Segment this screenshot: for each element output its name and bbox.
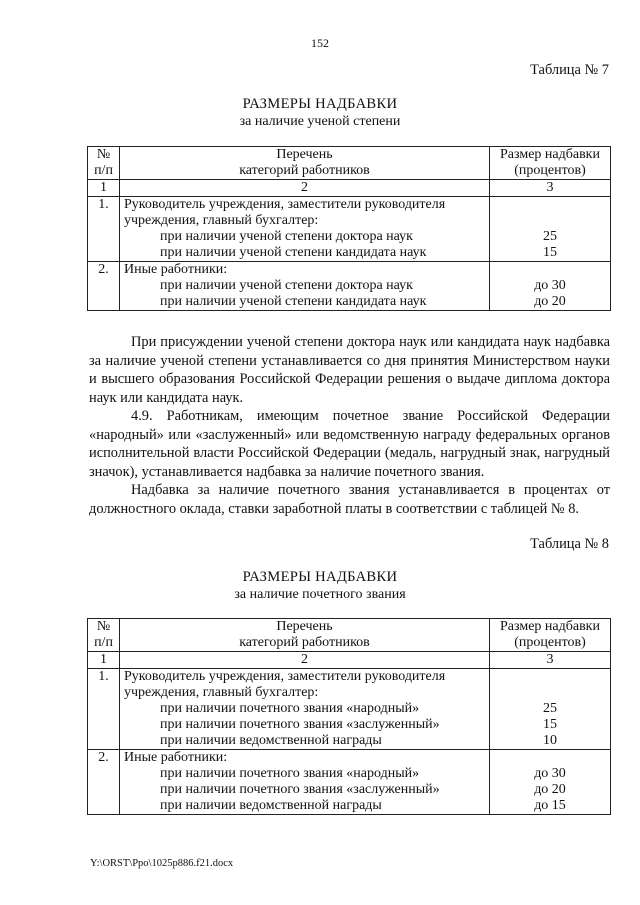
page-number: 152	[311, 36, 329, 50]
table-7-subtitle: за наличие ученой степени	[239, 114, 401, 129]
header-categories: Перечень категорий работников	[120, 147, 490, 180]
column-number: 2	[120, 652, 490, 669]
column-numbering-row	[88, 652, 611, 669]
column-number: 2	[120, 180, 490, 197]
row-number: 1.	[88, 669, 120, 750]
column-number: 3	[490, 652, 611, 669]
column-numbering-row	[88, 180, 611, 197]
paragraph: При присуждении ученой степени доктора наук или кандидата наук надбавка за наличие ученой степени устанавливается со дня принятия Министерством науки и высшего образования Российской Федерации решения о выдаче диплома доктора наук или кандидата наук.	[89, 334, 610, 406]
header-size: Размер надбавки (процентов)	[490, 147, 611, 180]
table-row	[88, 669, 611, 750]
column-number: 1	[88, 652, 120, 669]
header-number: № п/п	[88, 619, 120, 652]
table-7	[87, 146, 611, 311]
header-size: Размер надбавки (процентов)	[490, 619, 611, 652]
paragraph: Надбавка за наличие почетного звания устанавливается в процентах от должностного оклада, ставки заработной платы в соответствии с таблицей № 8.	[89, 482, 610, 517]
table-8	[87, 618, 611, 815]
row-categories: Иные работники: при наличии почетного звания «народный» при наличии почетного звания «заслуженный» при наличии ведомственной награды	[120, 750, 490, 815]
row-number: 1.	[88, 197, 120, 262]
paragraph: 4.9. Работникам, имеющим почетное звание Российской Федерации «народный» или «заслуженный» или ведомственную награду федеральных органов исполнительной власти Российской Федерации (медаль, нагрудный знак, нагрудный значок), устанавливается надбавка за наличие почетного звания.	[89, 408, 610, 480]
header-number: № п/п	[88, 147, 120, 180]
table-8-subtitle: за наличие почетного звания	[234, 587, 406, 602]
row-categories: Руководитель учреждения, заместители руководителя учреждения, главный бухгалтер: при наличии почетного звания «народный» при наличии почетного звания «заслуженный» при наличии ведомственной награды	[120, 669, 490, 750]
header-categories: Перечень категорий работников	[120, 619, 490, 652]
column-number: 1	[88, 180, 120, 197]
footer-file-path: Y:\ORST\Ppo\1025p886.f21.docx	[90, 858, 234, 869]
table-7-title: РАЗМЕРЫ НАДБАВКИ	[242, 96, 398, 112]
table-row	[88, 197, 611, 262]
column-number: 3	[490, 180, 611, 197]
row-categories: Иные работники: при наличии ученой степени доктора наук при наличии ученой степени кандидата наук	[120, 262, 490, 311]
table-7-label: Таблица № 7	[530, 62, 609, 78]
body-text	[89, 333, 610, 518]
row-values: 25 15	[490, 197, 611, 262]
table-8-title: РАЗМЕРЫ НАДБАВКИ	[242, 569, 398, 585]
row-number: 2.	[88, 750, 120, 815]
row-categories: Руководитель учреждения, заместители руководителя учреждения, главный бухгалтер: при наличии ученой степени доктора наук при наличии ученой степени кандидата наук	[120, 197, 490, 262]
row-number: 2.	[88, 262, 120, 311]
table-header-row	[88, 147, 611, 180]
table-row	[88, 262, 611, 311]
table-row	[88, 750, 611, 815]
table-header-row	[88, 619, 611, 652]
row-values: 25 15 10	[490, 669, 611, 750]
table-8-label: Таблица № 8	[530, 536, 609, 552]
row-values: до 30 до 20	[490, 262, 611, 311]
row-values: до 30 до 20 до 15	[490, 750, 611, 815]
